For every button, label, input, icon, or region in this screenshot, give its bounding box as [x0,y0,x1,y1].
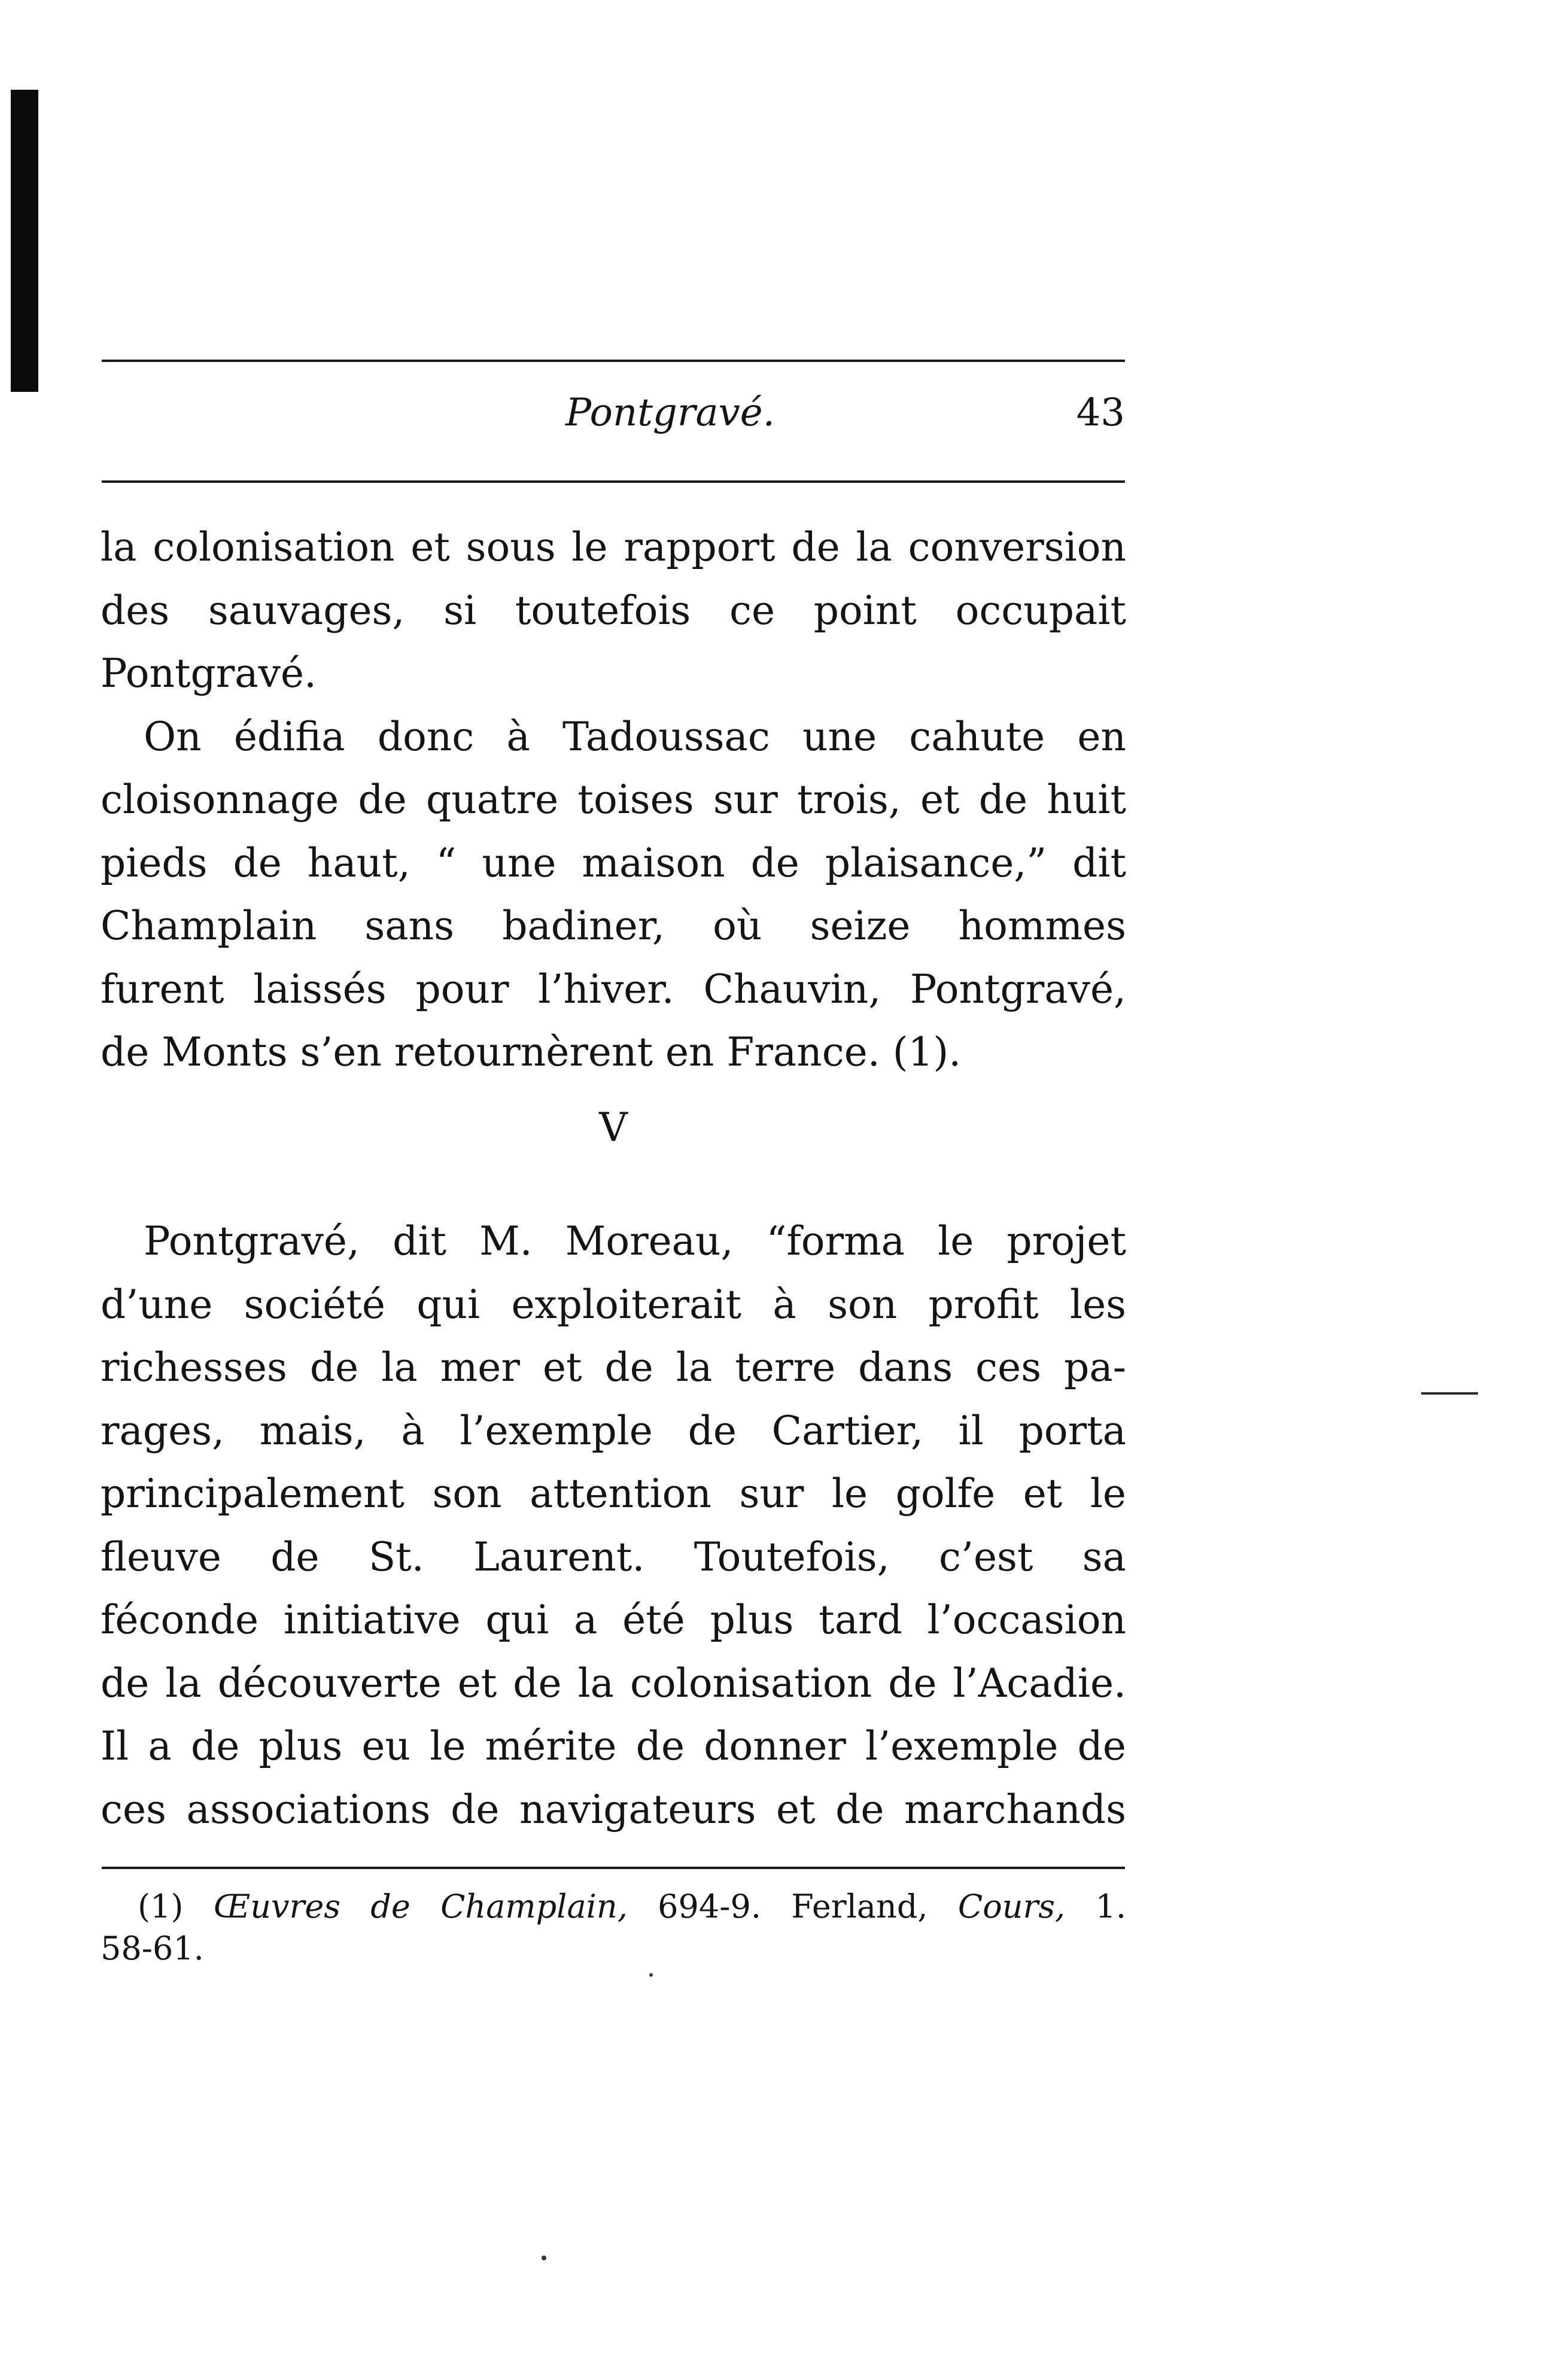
running-title: Pontgravé. [565,391,776,435]
text-line: la colonisation et sous le rapport de la conversion [101,524,1126,570]
text-line: cloisonnage de quatre toises sur trois, et de huit [101,777,1126,823]
text-line: rages, mais, à l’exemple de Cartier, il porta [101,1407,1126,1454]
ink-speck [649,1973,653,1977]
footnote [101,1886,1126,1970]
footnote-volume: 1. [1095,1888,1127,1925]
text-line: fleuve de St. Laurent. Toutefois, c’est sa [101,1533,1126,1580]
text-line: ces associations de navigateurs et de marchands [101,1786,1126,1833]
ink-speck [542,2256,546,2260]
text-line: pieds de haut, “ une maison de plaisance,” dit [101,839,1126,886]
margin-mark [1421,1392,1478,1395]
text-line: d’une société qui exploiterait à son profit les [101,1281,1126,1328]
text-line: principalement son attention sur le golfe et le [101,1471,1126,1517]
text-line: de Monts s’en retournèrent en France. (1). [101,1029,962,1075]
paragraph-2 [101,705,1126,1084]
footnote-cours: Cours, [957,1888,1066,1925]
text-line: richesses de la mer et de la terre dans ces pa- [101,1344,1126,1390]
paragraph-3 [101,1210,1126,1841]
text-line: des sauvages, si toutefois ce point occupait [101,587,1126,634]
text-line: Il a de plus eu le mérite de donner l’exemple de [101,1723,1126,1769]
body-text [101,516,1126,1841]
footnote-line [101,1886,1126,1928]
footnote-work-title: Œuvres de Champlain, [213,1888,628,1925]
text-line: féconde initiative qui a été plus tard l’occasion [101,1597,1126,1643]
text-line: Pontgravé. [101,650,317,696]
binding-edge-shadow [11,90,38,392]
text-line: de la découverte et de la colonisation de l’Acadie. [101,1660,1126,1706]
text-line: On édifia donc à Tadoussac une cahute en [144,713,1126,760]
section-heading: V [599,1104,628,1151]
footnote-line: 58-61. [101,1929,204,1967]
text-line: furent laissés pour l’hiver. Chauvin, Pontgravé, [101,966,1126,1012]
text-line: Champlain sans badiner, où seize hommes [101,903,1126,949]
footnote-marker: (1) [138,1888,184,1925]
page-number: 43 [1076,391,1125,435]
header-bottom-rule [102,480,1125,483]
header-top-rule [102,360,1125,362]
text-line: Pontgravé, dit M. Moreau, “forma le projet [144,1218,1126,1264]
footnote-rule [102,1867,1125,1869]
paragraph-1 [101,516,1126,705]
footnote-reference: 694-9. Ferland, [658,1888,928,1925]
